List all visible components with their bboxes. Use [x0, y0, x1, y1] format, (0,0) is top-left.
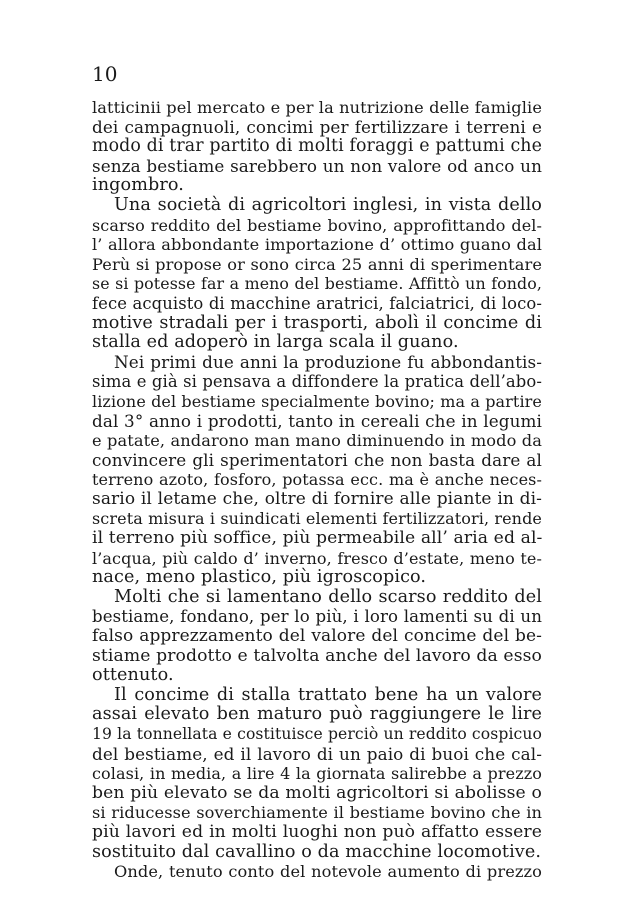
page-number: 10 — [92, 62, 118, 86]
body-text — [92, 98, 542, 882]
text-line: colasi, in media, a lire 4 la giornata salirebbe a prezzo — [92, 764, 542, 784]
text-line: più lavori ed in molti luoghi non può affatto essere — [92, 821, 542, 842]
text-line: Una società di agricoltori inglesi, in vista dello — [114, 194, 542, 215]
text-line: Nei primi due anni la produzione fu abbondantis- — [114, 351, 542, 372]
text-line: stalla ed adoperò in larga scala il guano. — [92, 332, 459, 353]
text-line: modo di trar partito di molti foraggi e pattumi che — [92, 136, 542, 157]
text-line: screta misura i suindicati elementi fertilizzatori, rende — [92, 509, 542, 529]
text-line: senza bestiame sarebbero un non valore od anco un — [92, 155, 542, 176]
text-line: falso apprezzamento del valore del concime del be- — [92, 626, 542, 647]
text-line: Il concime di stalla trattato bene ha un valore — [114, 684, 542, 705]
text-line: latticinii pel mercato e per la nutrizione delle famiglie — [92, 98, 542, 117]
text-line: scarso reddito del bestiame bovino, approfittando del- — [92, 215, 542, 235]
text-line: l’acqua, più caldo d’ inverno, fresco d’estate, meno te- — [92, 548, 542, 568]
text-line: sima e già si pensava a diffondere la pratica dell’abo- — [92, 372, 542, 392]
text-line: e patate, andarono man mano diminuendo in modo da — [92, 431, 542, 451]
text-line: ingombro. — [92, 175, 184, 196]
text-line: convincere gli sperimentatori che non basta dare al — [92, 449, 542, 470]
text-line: nace, meno plastico, più igroscopico. — [92, 567, 427, 588]
text-line: bestiame, fondano, per lo più, i loro lamenti su di un — [92, 607, 542, 627]
text-line: assai elevato ben maturo può raggiungere le lire — [92, 704, 542, 725]
text-line: ben più elevato se da molti agricoltori si abolisse o — [92, 782, 542, 803]
text-line: motive stradali per i trasporti, abolì il concime di — [92, 312, 542, 333]
text-line: lizione del bestiame specialmente bovino; ma a partire — [92, 391, 542, 411]
text-line: sario il letame che, oltre di fornire alle piante in di- — [92, 488, 542, 509]
text-line: terreno azoto, fosforo, potassa ecc. ma è anche neces- — [92, 470, 542, 490]
text-line: Onde, tenuto conto del notevole aumento di prezzo — [114, 862, 542, 882]
text-line: si riducesse soverchiamente il bestiame bovino che in — [92, 803, 542, 823]
text-line: dei campagnuoli, concimi per fertilizzare i terreni e — [92, 116, 542, 137]
text-line: sostituito dal cavallino o da macchine locomotive. — [92, 841, 542, 862]
text-line: dal 3° anno i prodotti, tanto in cereali che in legumi — [92, 410, 542, 431]
text-line: l’ allora abbondante importazione d’ ottimo guano dal — [92, 235, 542, 255]
text-line: Perù si propose or sono circa 25 anni di sperimentare — [92, 254, 542, 274]
text-line: Molti che si lamentano dello scarso reddito del — [114, 586, 542, 607]
text-line: stiame prodotto e talvolta anche del lavoro da esso — [92, 645, 542, 666]
text-line: il terreno più soffice, più permeabile all’ aria ed al- — [92, 528, 543, 549]
text-line: 19 la tonnellata e costituisce perciò un reddito cospicuo — [92, 725, 542, 743]
text-line: del bestiame, ed il lavoro di un paio di buoi che cal- — [92, 743, 542, 764]
text-line: se si potesse far a meno del bestiame. Affittò un fondo, — [92, 274, 542, 294]
text-line: ottenuto. — [92, 665, 174, 686]
text-line: fece acquisto di macchine aratrici, falciatrici, di loco- — [92, 293, 542, 313]
